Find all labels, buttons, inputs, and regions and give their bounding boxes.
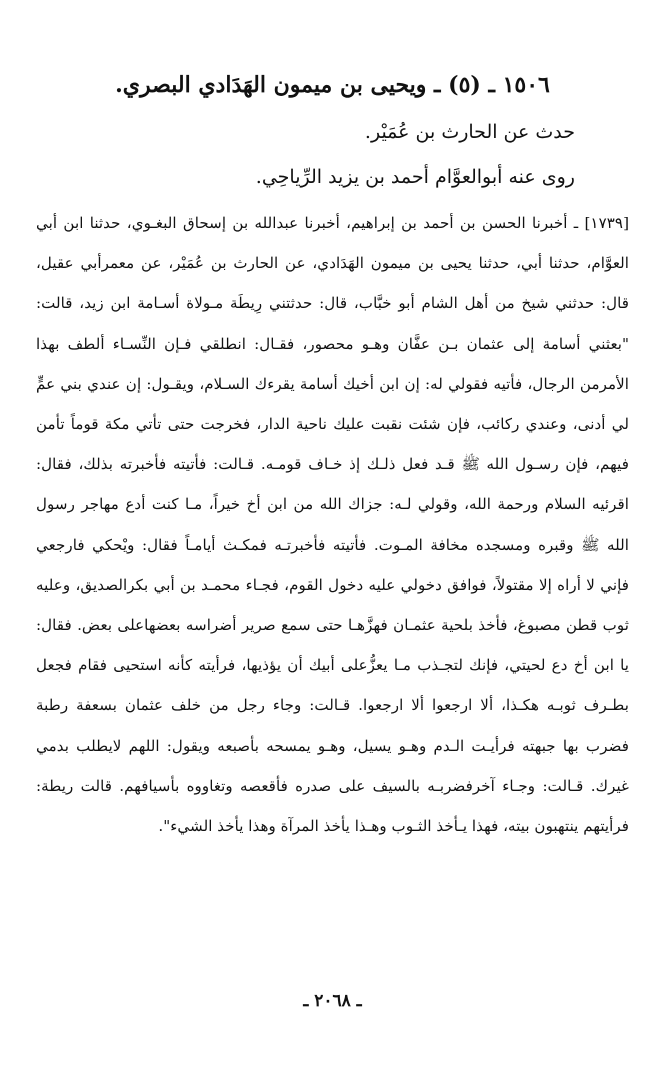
- page-number: ـ ٢٠٦٨ ـ: [303, 991, 362, 1011]
- narrators-line: روى عنه أبوالعوَّام أحمد بن يزيد الرِّياحِي.: [255, 166, 575, 188]
- narrated-from-line: حدث عن الحارث بن عُمَيْر.: [364, 121, 575, 143]
- entry-heading: ١٥٠٦ ـ (٥) ـ ويحيى بن ميمون الهَدَادي البصري.: [115, 72, 550, 98]
- hadith-paragraph: [١٧٣٩] ـ أخبرنا الحسن بن أحمد بن إبراهيم، أخبرنا عبدالله بن إسحاق البغـوي، حدثنا ابن أبي العوَّام، حدثنا أبي، حدثنا يحيى بن ميمون الهَدَادي، عن الحارث بن عُمَيْر، عن معمرأبي عقيل، قال: حدثني شيخ من أهل الشام أبو خبَّاب، قال: حدثتني رِيطَة مـولاة أسـامة ابن زيد، قالت: "بعثني أسامة إلى عثمان بـن عفَّان وهـو محصور، فقـال: انطلقي فـإن النِّسـاء ألطف بهذا الأمرمن الرجال، فأتيه فقولي له: إن ابن أخيك أسامة يقرءك السـلام، ويقـول: إن عندي بني عمٍّ لي أدنى، وعندي ركائب، فإن شئت نقبت عليك ناحية الدار، فخرجت حتى تأتي مكة قوماً تأمن فيهم، فإن رسـول الله ﷺ قـد فعل ذلـك إذ خـاف قومـه. قـالت: فأتيته فأخبرته بذلك، فقال: اقرئيه السلام ورحمة الله، وقولي لـه: جزاك الله من ابن أخ خيراً، مـا كنت أدع مهاجر رسول الله ﷺ وقبره ومسجده مخافة المـوت. فأتيته فأخبرتـه فمكـث أيامـاً فقال: ويْحكي فارجعي فإني لا أراه إلا مقتولاً، فوافق دخولي عليه دخول القوم، فجـاء محمـد بن أبي بكرالصديق، وعليه ثوب قطن مصبوغ، فأخذ بلحية عثمـان فهزَّهـا حتى سمع صرير أضراسه بعضهاعلى بعض. فقال: يا ابن أخ دع لحيتي، فإنك لتجـذب مـا يعزُّعلى أبيك أن يؤذيها، فرأيته كأنه استحيى فقام فجعل بطـرف ثوبـه هكـذا، ألا ارجعوا ألا ارجعوا. قـالت: وجاء رجل من خلف عثمان بسعفة رطبة فضرب بها جبهته فرأيـت الـدم وهـو يسيل، وهـو يمسحه بأصبعه ويقول: اللهم لايطلب بدمي غيرك. قـالت: وجـاء آخرفضربـه بالسيف على صدره فأقعصه وتغاووه بأسيافهم. قالت ريطة: فرأيتهم ينتهبون بيته، فهذا يـأخذ الثـوب وهـذا يأخذ المرآة وهذا يأخذ الشيء".: [36, 214, 629, 836]
